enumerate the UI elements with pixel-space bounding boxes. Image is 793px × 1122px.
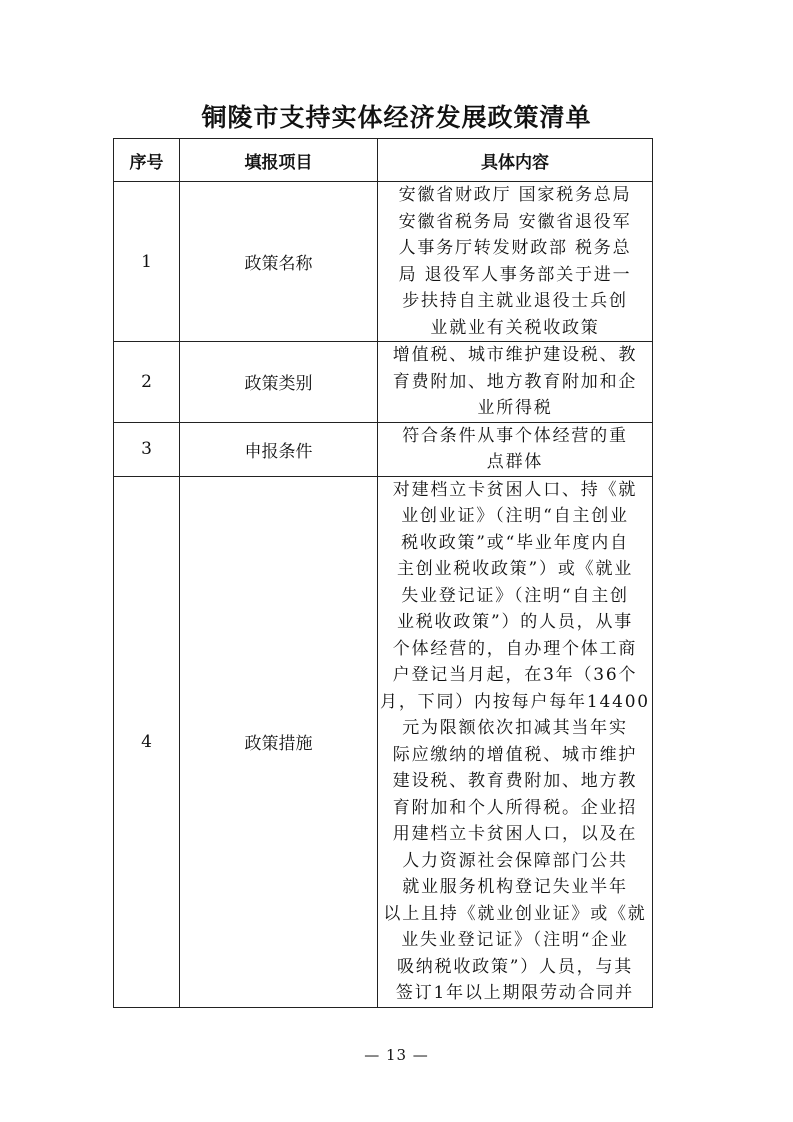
content-line: 户登记当月起，在3年（36个 [392,665,638,685]
content-line: 元为限额依次扣减其当年实 [402,718,628,738]
content-line: 对建档立卡贫困人口、持《就 [392,479,638,500]
row-item: 政策名称 [180,182,378,342]
content-line: 吸纳税收政策”）人员，与其 [396,956,634,977]
content-line: 增值税、城市维护建设税、教 [392,345,638,365]
page-number: — 13 — [364,1046,429,1064]
policy-table [113,138,653,1008]
row-content [378,422,653,476]
row-content [378,182,653,342]
content-line: 月，下同）内按每户每年14400 [380,691,650,712]
content-line: 点群体 [486,452,544,472]
document-title: 铜陵市支持实体经济发展政策清单 [201,103,592,132]
row-item: 政策措施 [180,476,378,1007]
table-header-row [114,139,653,182]
content-line: 人事务厅转发财政部 税务总 [398,238,632,258]
content-line: 局 退役军人事务部关于进一 [398,264,632,285]
content-line: 人力资源社会保障部门公共 [402,850,628,871]
content-line: 业创业证》（注明“自主创业 [401,506,629,526]
content-line: 步扶持自主就业退役士兵创 [402,291,628,311]
content-line: 际应缴纳的增值税、城市维护 [392,744,638,765]
row-item: 政策类别 [180,342,378,423]
header-content: 具体内容 [378,139,653,182]
content-line: 主创业税收政策”）或《就业 [396,559,634,579]
content-line: 育附加和个人所得税。企业招 [392,797,638,818]
content-line: 育费附加、地方教育附加和企 [392,371,638,392]
content-line: 用建档立卡贫困人口，以及在 [392,824,638,844]
content-line: 业所得税 [477,398,553,418]
row-item: 申报条件 [180,422,378,476]
row-number: 4 [114,476,180,1007]
header-item: 填报项目 [180,139,378,182]
content-line: 以上且持《就业创业证》或《就 [383,903,647,924]
table-row [114,422,653,476]
row-number: 2 [114,342,180,423]
row-number: 1 [114,182,180,342]
content-line: 签订1年以上期限劳动合同并 [395,983,635,1003]
row-content [378,342,653,423]
row-content [378,476,653,1007]
header-serial-number: 序号 [114,139,180,182]
content-line: 就业服务机构登记失业半年 [402,877,628,897]
content-line: 符合条件从事个体经营的重 [402,425,628,446]
content-line: 业失业登记证》（注明“企业 [401,930,629,950]
content-line: 业税收政策”）的人员，从事 [396,612,634,632]
row-number: 3 [114,422,180,476]
content-line: 安徽省财政厅 国家税务总局 [398,185,632,205]
content-line: 个体经营的，自办理个体工商 [392,638,638,659]
table-row [114,342,653,423]
table-row [114,476,653,1007]
content-line: 税收政策”或“毕业年度内自 [401,532,629,553]
content-line: 安徽省税务局 安徽省退役军 [398,211,632,232]
table-row [114,182,653,342]
content-line: 建设税、教育费附加、地方教 [392,771,638,791]
content-line: 业就业有关税收政策 [430,317,600,338]
content-line: 失业登记证》（注明“自主创 [401,585,629,606]
